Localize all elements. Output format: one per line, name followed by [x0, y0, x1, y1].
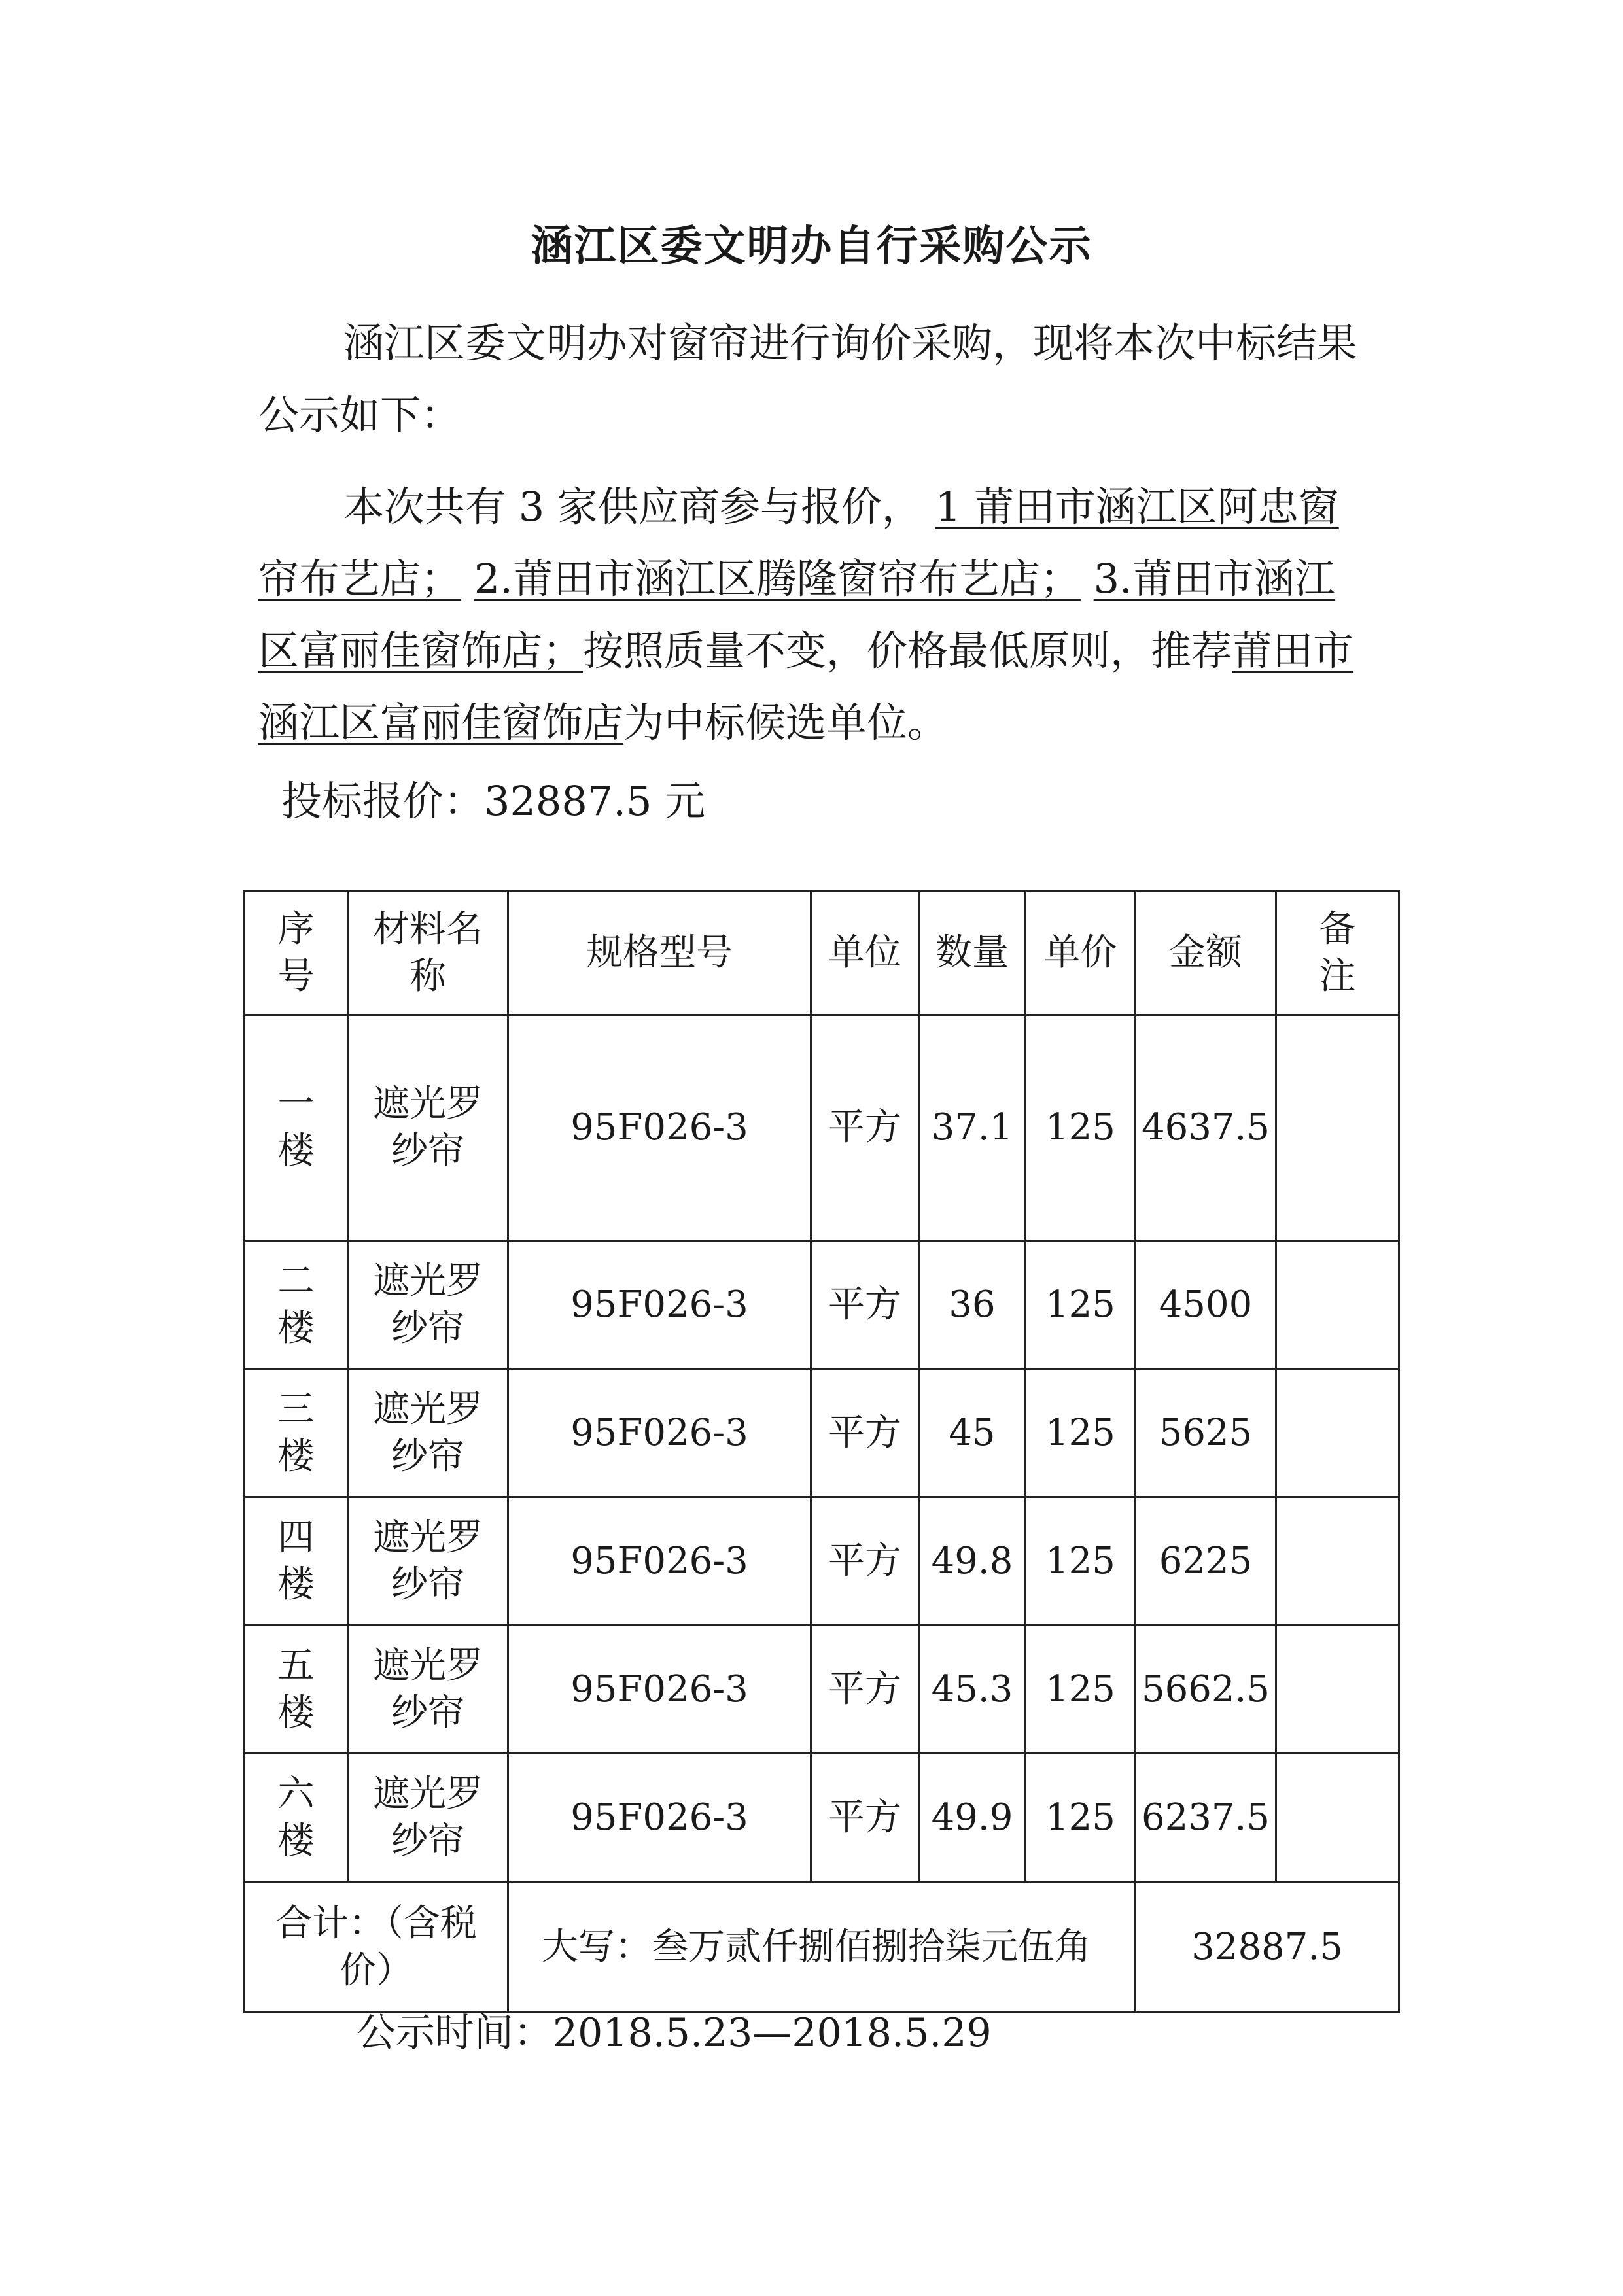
cell-price: 125 [1026, 1369, 1136, 1497]
cell-amount: 6237.5 [1136, 1754, 1276, 1882]
table-row [245, 1626, 1399, 1754]
cell-index: 五楼 [245, 1626, 348, 1754]
selection-rule: 按照质量不变，价格最低原则，推荐 [583, 627, 1232, 674]
cell-note [1276, 1241, 1399, 1369]
cell-index: 二楼 [245, 1241, 348, 1369]
cell-amount: 5625 [1136, 1369, 1276, 1497]
table-row [245, 1015, 1399, 1241]
cell-name: 遮光罗纱帘 [348, 1497, 508, 1626]
cell-index: 一楼 [245, 1015, 348, 1241]
header-unit: 单位 [811, 891, 919, 1015]
header-price: 单价 [1026, 891, 1136, 1015]
header-note: 备注 [1276, 891, 1399, 1015]
header-qty: 数量 [919, 891, 1026, 1015]
cell-name: 遮光罗纱帘 [348, 1626, 508, 1754]
cell-name: 遮光罗纱帘 [348, 1369, 508, 1497]
cell-qty: 49.9 [919, 1754, 1026, 1882]
table-row [245, 1369, 1399, 1497]
cell-index: 三楼 [245, 1369, 348, 1497]
cell-amount: 4500 [1136, 1241, 1276, 1369]
selection-tail: 为中标候选单位。 [623, 699, 949, 746]
cell-amount: 5662.5 [1136, 1626, 1276, 1754]
cell-unit: 平方 [811, 1015, 919, 1241]
intro-paragraph [258, 307, 1370, 451]
cell-price: 125 [1026, 1015, 1136, 1241]
cell-note [1276, 1754, 1399, 1882]
cell-qty: 49.8 [919, 1497, 1026, 1626]
cell-note [1276, 1015, 1399, 1241]
cell-spec: 95F026-3 [508, 1015, 811, 1241]
header-amount: 金额 [1136, 891, 1276, 1015]
cell-qty: 36 [919, 1241, 1026, 1369]
supplier-3: 3.莆田市涵江区富丽佳窗饰店； [258, 555, 1335, 674]
table-row [245, 1497, 1399, 1626]
cell-price: 125 [1026, 1626, 1136, 1754]
header-index: 序号 [245, 891, 348, 1015]
supplier-1: 1 莆田市涵江区阿忠窗帘布艺店； [258, 483, 1339, 602]
cell-note [1276, 1497, 1399, 1626]
cell-spec: 95F026-3 [508, 1241, 811, 1369]
total-label: 合计：（含税价） [245, 1882, 508, 2013]
cell-note [1276, 1369, 1399, 1497]
cell-unit: 平方 [811, 1369, 919, 1497]
suppliers-paragraph [258, 471, 1370, 759]
cell-spec: 95F026-3 [508, 1497, 811, 1626]
cell-spec: 95F026-3 [508, 1369, 811, 1497]
cell-index: 六楼 [245, 1754, 348, 1882]
table-total-row [245, 1882, 1399, 2013]
cell-spec: 95F026-3 [508, 1754, 811, 1882]
suppliers-lead: 本次共有 3 家供应商参与报价， [343, 483, 922, 531]
quote-table [243, 890, 1400, 2013]
table-row [245, 1241, 1399, 1369]
cell-name: 遮光罗纱帘 [348, 1015, 508, 1241]
cell-qty: 37.1 [919, 1015, 1026, 1241]
public-time: 公示时间：2018.5.23—2018.5.29 [357, 2010, 992, 2056]
table-header-row [245, 891, 1399, 1015]
cell-spec: 95F026-3 [508, 1626, 811, 1754]
cell-qty: 45.3 [919, 1626, 1026, 1754]
cell-price: 125 [1026, 1497, 1136, 1626]
cell-name: 遮光罗纱帘 [348, 1241, 508, 1369]
cell-index: 四楼 [245, 1497, 348, 1626]
cell-unit: 平方 [811, 1754, 919, 1882]
supplier-2: 2.莆田市涵江区腾隆窗帘布艺店； [474, 555, 1081, 602]
cell-unit: 平方 [811, 1497, 919, 1626]
cell-qty: 45 [919, 1369, 1026, 1497]
table-row [245, 1754, 1399, 1882]
cell-note [1276, 1626, 1399, 1754]
page-title: 涵江区委文明办自行采购公示 [531, 222, 1092, 271]
cell-amount: 4637.5 [1136, 1015, 1276, 1241]
cell-name: 遮光罗纱帘 [348, 1754, 508, 1882]
cell-price: 125 [1026, 1754, 1136, 1882]
intro-text: 涵江区委文明办对窗帘进行询价采购，现将本次中标结果公示如下： [258, 319, 1358, 439]
header-name: 材料名称 [348, 891, 508, 1015]
winning-supplier: 莆田市涵江区富丽佳窗饰店 [258, 627, 1354, 746]
total-capital: 大写：叁万贰仟捌佰捌拾柒元伍角 [508, 1882, 1136, 2013]
cell-unit: 平方 [811, 1626, 919, 1754]
cell-amount: 6225 [1136, 1497, 1276, 1626]
bid-price: 投标报价：32887.5 元 [281, 777, 706, 825]
header-spec: 规格型号 [508, 891, 811, 1015]
total-amount: 32887.5 [1136, 1882, 1399, 2013]
cell-unit: 平方 [811, 1241, 919, 1369]
cell-price: 125 [1026, 1241, 1136, 1369]
